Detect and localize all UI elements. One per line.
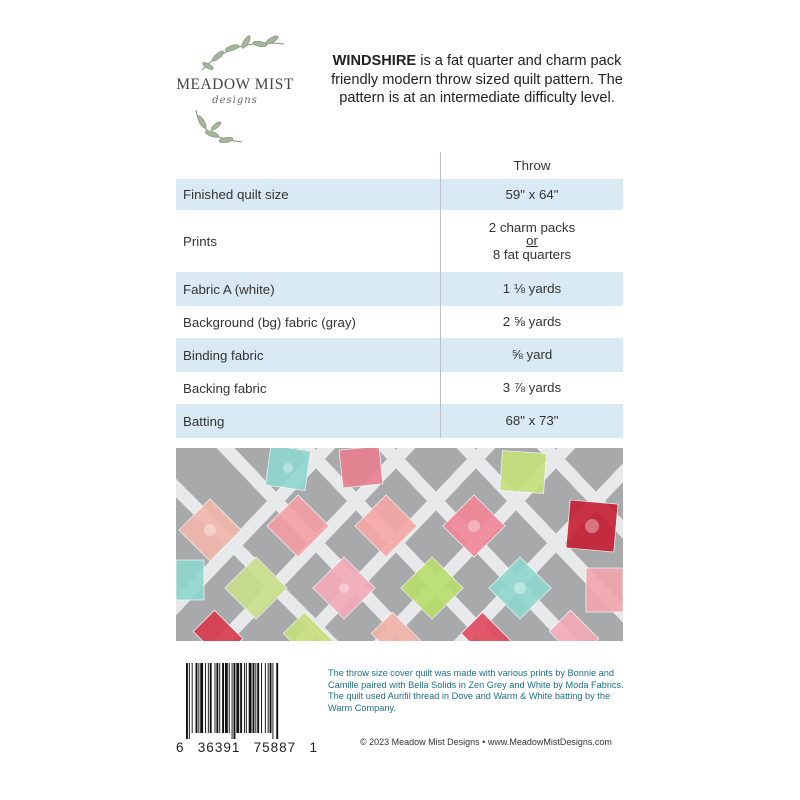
description-text: is a fat quarter and charm pack friendly modern throw sized quilt pattern. The pattern is at an intermediate difficulty level.	[331, 53, 623, 106]
barcode-digit-group: 6	[176, 740, 185, 755]
row-label: Backing fabric	[183, 380, 267, 396]
barcode-bar	[196, 663, 198, 733]
row-value: 2 ⅝ yards	[502, 314, 562, 330]
barcode-bar	[261, 663, 262, 733]
row-value: 59" x 64"	[505, 186, 559, 202]
row-value-line: 8 fat quarters	[492, 246, 572, 262]
row-value: 1 ⅛ yards	[502, 281, 562, 297]
barcode-bar	[240, 663, 242, 733]
barcode-digit-group: 75887	[253, 740, 297, 755]
column-header-throw: Throw	[513, 157, 551, 173]
barcode-bar	[222, 663, 224, 733]
pattern-name: WINDSHIRE	[332, 53, 417, 69]
table-row	[176, 338, 623, 372]
barcode-bar	[229, 663, 230, 733]
barcode-bar	[186, 663, 188, 739]
barcode-bar	[265, 663, 266, 733]
quilt-illustration	[176, 448, 623, 641]
barcode-bar	[208, 663, 209, 733]
table-row	[176, 210, 623, 272]
quilt-credits: The throw size cover quilt was made with various prints by Bonnie and Camille paired with Bella Solids in Zen Grey and White by Moda Fabrics. The quilt used Aurifil thread in Dove and Warm & White batting by the Warm Company.	[328, 668, 624, 714]
fabric-requirements-table	[176, 152, 623, 438]
barcode-bars	[176, 663, 316, 739]
barcode-bar	[257, 663, 259, 733]
barcode-bar	[232, 663, 233, 739]
barcode-bar	[234, 663, 236, 739]
table-row	[176, 372, 623, 404]
row-value: ⅝ yard	[511, 347, 553, 363]
barcode-digit-group: 36391	[197, 740, 241, 755]
row-label: Binding fabric	[183, 347, 264, 363]
row-label: Finished quilt size	[183, 187, 289, 202]
barcode-bar	[268, 663, 269, 733]
barcode-bar	[276, 663, 278, 739]
barcode-bar	[205, 663, 206, 733]
row-value-or: or	[526, 233, 538, 249]
barcode-bar	[225, 663, 228, 733]
barcode-bar	[236, 663, 239, 733]
barcode-bar	[215, 663, 216, 733]
table-row	[176, 306, 623, 338]
barcode-digits	[176, 740, 318, 755]
barcode-bar	[192, 663, 193, 733]
barcode-digit-group: 1	[309, 740, 318, 755]
table-row	[176, 272, 623, 306]
row-label: Prints	[183, 233, 217, 249]
barcode-bar	[270, 663, 272, 733]
column-divider	[440, 152, 441, 438]
barcode-bar	[198, 663, 199, 733]
copyright-line: © 2023 Meadow Mist Designs • www.MeadowMistDesigns.com	[360, 737, 612, 747]
row-label: Fabric A (white)	[183, 281, 275, 297]
pattern-description	[318, 52, 636, 108]
table-row	[176, 179, 623, 210]
row-label: Batting	[183, 413, 225, 429]
meadow-mist-logo	[172, 30, 298, 150]
barcode-bar	[253, 663, 255, 733]
barcode-bar	[246, 663, 247, 733]
barcode-bar	[249, 663, 252, 733]
row-value	[441, 210, 623, 272]
barcode-bar	[244, 663, 245, 733]
barcode-bar	[210, 663, 212, 733]
barcode-bar	[219, 663, 220, 733]
logo-subtitle: designs	[212, 95, 258, 106]
quilt-photo	[176, 448, 623, 641]
row-value: 68" x 73"	[505, 413, 559, 429]
barcode-bar	[216, 663, 218, 733]
barcode-bar	[255, 663, 256, 733]
logo-name: MEADOW MIST	[176, 76, 294, 93]
row-label: Background (bg) fabric (gray)	[183, 314, 356, 330]
barcode-bar	[200, 663, 203, 733]
row-value: 3 ⅞ yards	[502, 380, 562, 396]
row-value-line: 2 charm packs	[488, 219, 576, 235]
table-header-row	[176, 152, 623, 179]
table-row	[176, 404, 623, 438]
barcode-bar	[272, 663, 273, 739]
barcode-bar	[189, 663, 190, 739]
